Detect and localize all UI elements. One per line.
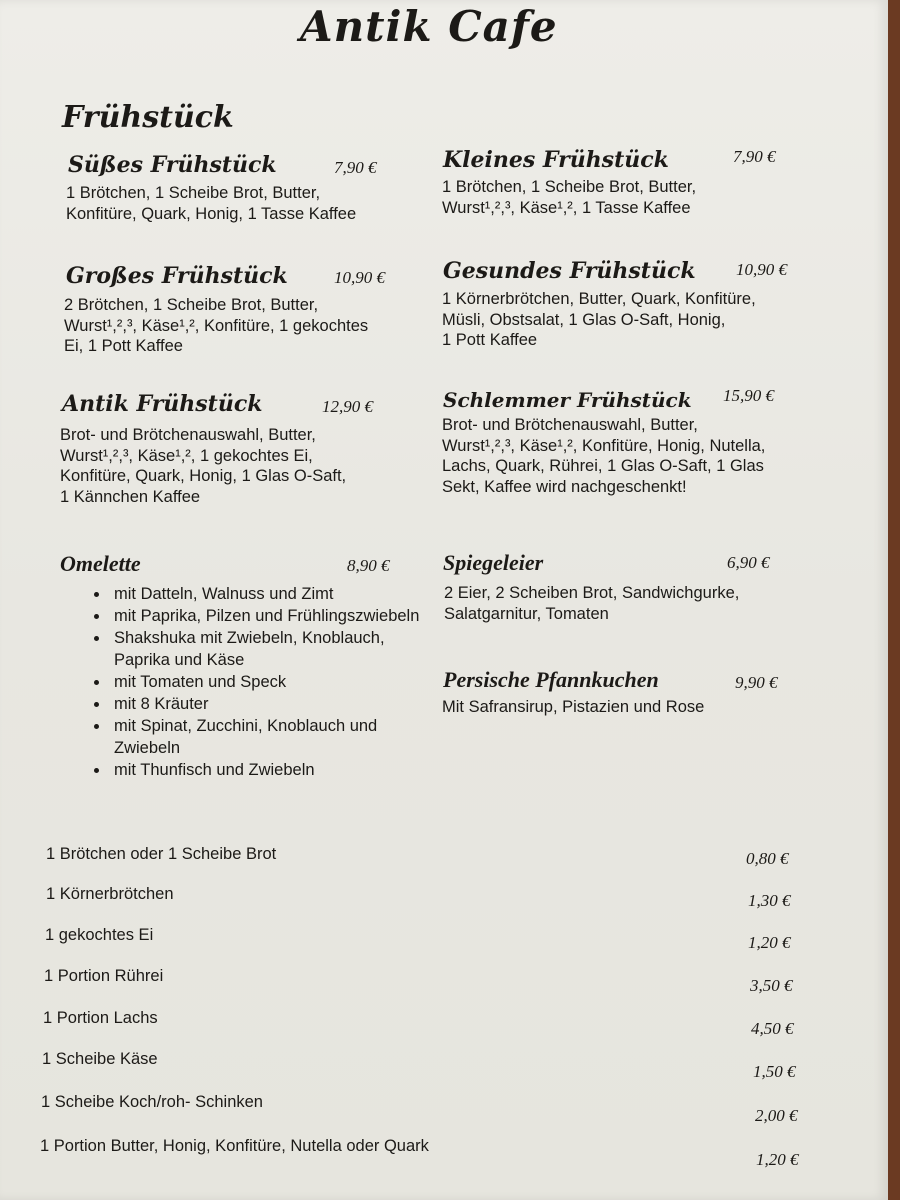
extra-label: 1 gekochtes Ei: [45, 926, 154, 944]
extra-price: 3,50 €: [750, 976, 793, 995]
extra-price: 1,30 €: [748, 891, 791, 910]
item-desc-persische-pfannkuchen: [442, 697, 842, 718]
desc-line: Brot- und Brötchenauswahl, Butter,: [442, 416, 698, 434]
item-name-persische-pfannkuchen: Persische Pfannkuchen: [443, 667, 659, 692]
desc-line: Wurst¹,²,³, Käse¹,², Konfitüre, Honig, Nutella,: [442, 436, 766, 455]
extra-price: 1,50 €: [753, 1062, 796, 1081]
item-desc-schlemmer-fruehstueck: [442, 415, 852, 497]
item-name-antik-fruehstueck: Antik Frühstück: [62, 391, 263, 417]
cafe-title: Antik Cafe: [300, 2, 558, 51]
item-price-kleines-fruehstueck: 7,90 €: [733, 147, 776, 166]
list-item: • mit Datteln, Walnuss und Zimt: [110, 583, 440, 605]
item-desc-kleines-fruehstueck: [442, 177, 842, 218]
desc-line: 1 Körnerbrötchen, Butter, Quark, Konfitüre,: [442, 290, 756, 308]
item-name-spiegeleier: Spiegeleier: [443, 550, 544, 575]
desc-line: 1 Pott Kaffee: [442, 331, 538, 349]
item-desc-suesses-fruehstueck: [66, 183, 426, 224]
item-name-grosses-fruehstueck: Großes Frühstück: [66, 263, 288, 289]
desc-line: Lachs, Quark, Rührei, 1 Glas O-Saft, 1 Glas: [442, 457, 764, 475]
desc-line: 1 Brötchen, 1 Scheibe Brot, Butter,: [66, 184, 321, 202]
item-desc-grosses-fruehstueck: [64, 295, 434, 357]
omelette-options-list: [86, 583, 440, 781]
extra-price: 2,00 €: [755, 1106, 798, 1125]
desc-line: Wurst¹,²,³, Käse¹,², 1 gekochtes Ei,: [60, 446, 313, 465]
item-price-omelette: 8,90 €: [347, 556, 390, 575]
list-item: • Shakshuka mit Zwiebeln, Knoblauch, Paprika und Käse: [110, 627, 440, 671]
extra-label: 1 Körnerbrötchen: [46, 885, 174, 903]
desc-line: Konfitüre, Quark, Honig, 1 Glas O-Saft,: [60, 467, 347, 485]
extra-price: 1,20 €: [756, 1150, 799, 1169]
item-name-schlemmer-fruehstueck: Schlemmer Frühstück: [443, 388, 692, 412]
extra-price: 4,50 €: [751, 1019, 794, 1038]
desc-line: Sekt, Kaffee wird nachgeschenkt!: [442, 477, 687, 496]
item-desc-gesundes-fruehstueck: [442, 289, 842, 351]
extra-label: 1 Portion Butter, Honig, Konfitüre, Nutella oder Quark: [40, 1137, 429, 1155]
item-name-suesses-fruehstueck: Süßes Frühstück: [68, 152, 277, 178]
item-price-spiegeleier: 6,90 €: [727, 553, 770, 572]
desc-line: Brot- und Brötchenauswahl, Butter,: [60, 426, 316, 444]
extra-price: 1,20 €: [748, 933, 791, 952]
item-name-gesundes-fruehstueck: Gesundes Frühstück: [443, 258, 696, 284]
list-item: • mit Spinat, Zucchini, Knoblauch und Zwiebeln: [110, 715, 440, 759]
item-price-antik-fruehstueck: 12,90 €: [322, 397, 373, 416]
desc-line: Salatgarnitur, Tomaten: [444, 604, 609, 623]
list-item: • mit Thunfisch und Zwiebeln: [110, 759, 440, 781]
extra-label: 1 Scheibe Koch/roh- Schinken: [41, 1093, 263, 1111]
list-item: • mit Paprika, Pilzen und Frühlingszwiebeln: [110, 605, 440, 627]
desc-line: Wurst¹,²,³, Käse¹,², Konfitüre, 1 gekochtes: [64, 316, 369, 335]
extra-label: 1 Scheibe Käse: [42, 1050, 158, 1068]
desc-line: Müsli, Obstsalat, 1 Glas O-Saft, Honig,: [442, 310, 726, 329]
item-price-persische-pfannkuchen: 9,90 €: [735, 673, 778, 692]
item-price-schlemmer-fruehstueck: 15,90 €: [723, 386, 774, 405]
item-price-suesses-fruehstueck: 7,90 €: [334, 158, 377, 177]
item-name-omelette: Omelette: [60, 551, 141, 576]
desc-line: Ei, 1 Pott Kaffee: [64, 337, 183, 355]
list-item: • mit Tomaten und Speck: [110, 671, 440, 693]
extra-label: 1 Portion Lachs: [43, 1009, 158, 1027]
item-desc-antik-fruehstueck: [60, 425, 430, 507]
desc-line: 1 Brötchen, 1 Scheibe Brot, Butter,: [442, 178, 697, 196]
desc-line: 2 Eier, 2 Scheiben Brot, Sandwichgurke,: [444, 584, 740, 602]
desc-line: 2 Brötchen, 1 Scheibe Brot, Butter,: [64, 296, 319, 314]
list-item: • mit 8 Kräuter: [110, 693, 440, 715]
item-desc-spiegeleier: [444, 583, 844, 624]
item-name-kleines-fruehstueck: Kleines Frühstück: [443, 147, 669, 173]
item-price-gesundes-fruehstueck: 10,90 €: [736, 260, 787, 279]
extra-label: 1 Brötchen oder 1 Scheibe Brot: [46, 845, 277, 863]
section-title: Frühstück: [62, 100, 234, 135]
desc-line: 1 Kännchen Kaffee: [60, 487, 201, 506]
desc-line: Mit Safransirup, Pistazien und Rose: [442, 698, 705, 716]
desc-line: Konfitüre, Quark, Honig, 1 Tasse Kaffee: [66, 204, 357, 223]
extra-label: 1 Portion Rührei: [44, 967, 164, 985]
desc-line: Wurst¹,²,³, Käse¹,², 1 Tasse Kaffee: [442, 198, 691, 217]
extra-price: 0,80 €: [746, 849, 789, 868]
item-price-grosses-fruehstueck: 10,90 €: [334, 268, 385, 287]
